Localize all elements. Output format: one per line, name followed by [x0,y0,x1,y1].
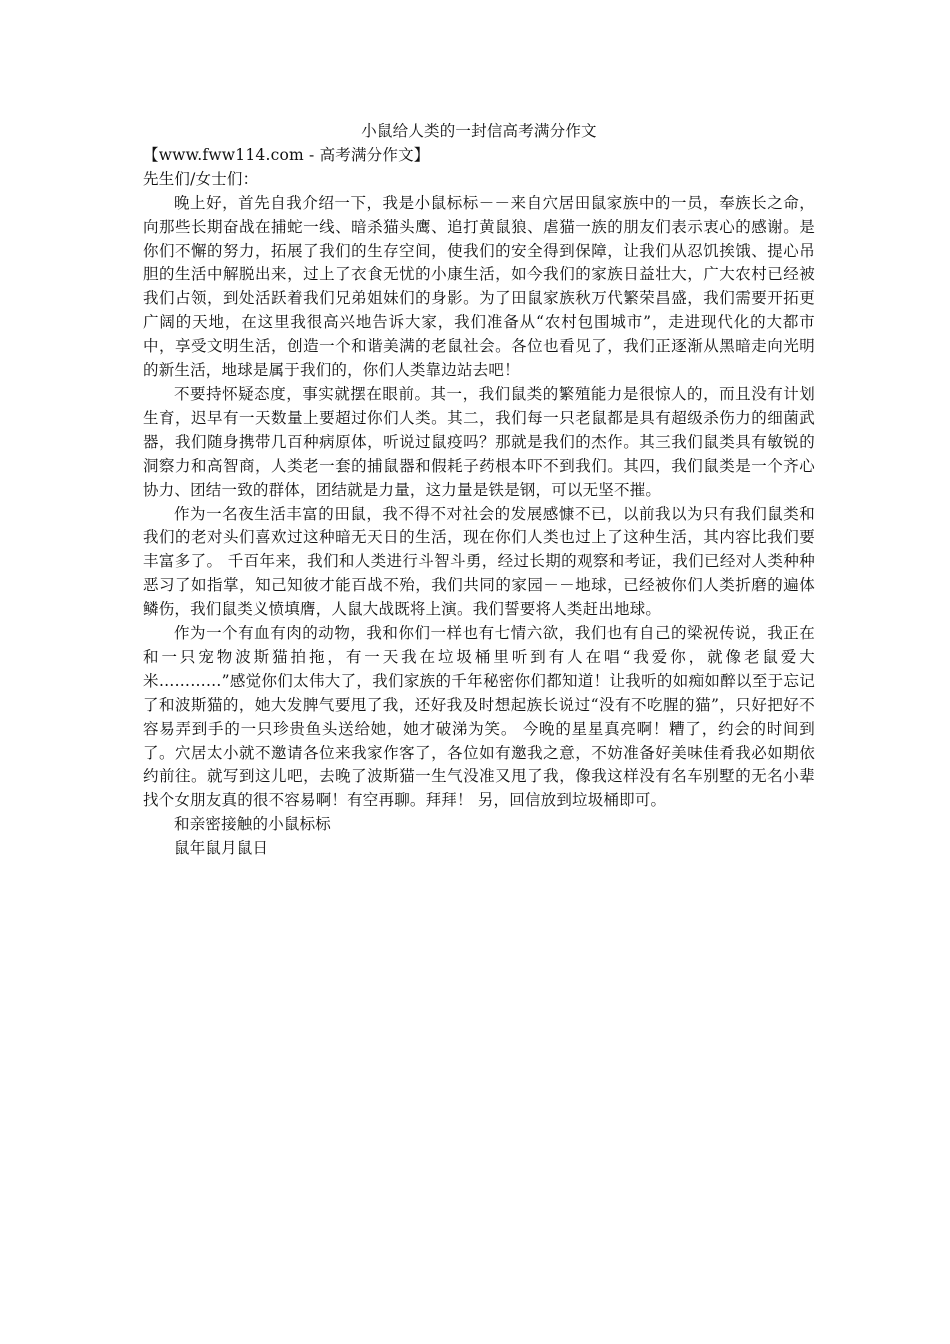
source-line: 【www.fww114.com - 高考满分作文】 [143,145,430,164]
paragraph-3: 作为一名夜生活丰富的田鼠，我不得不对社会的发展感慷不已，以前我以为只有我们鼠类和我们的老对头们喜欢过这种暗无天日的生活，现在你们人类也过上了这种生活，其内容比我们要丰富多了。 千百年来，我们和人类进行斗智斗勇，经过长期的观察和考证，我们已经对人类种种恶习了如指掌，知己知彼才能百战不殆，我们共同的家园－－地球，已经被你们人类折磨的遍体鳞伤，我们鼠类义愤填膺，人鼠大战既将上演。我们誓要将人类赶出地球。 [143,504,815,619]
signature: 和亲密接触的小鼠标标 [174,815,332,834]
salutation: 先生们/女士们： [143,169,259,188]
paragraph-2: 不要持怀疑态度，事实就摆在眼前。其一，我们鼠类的繁殖能力是很惊人的，而且没有计划生育，迟早有一天数量上要超过你们人类。其二，我们每一只老鼠都是具有超级杀伤力的细菌武器，我们随身携带几百种病原体，听说过鼠疫吗？那就是我们的杰作。其三我们鼠类具有敏锐的洞察力和高智商，人类老一套的捕鼠器和假耗子药根本吓不到我们。其四，我们鼠类是一个齐心协力、团结一致的群体，团结就是力量，这力量是铁是钢，可以无坚不摧。 [143,384,815,499]
paragraph-4: 作为一个有血有肉的动物，我和你们一样也有七情六欲，我们也有自己的梁祝传说，我正在和一只宠物波斯猫拍拖，有一天我在垃圾桶里听到有人在唱“我爱你，就像老鼠爱大米…………”感觉你们太伟大了，我们家族的千年秘密你们都知道！让我听的如痴如醉以至于忘记了和波斯猫的，她大发脾气要甩了我，还好我及时想起族长说过“没有不吃腥的猫”，只好把好不容易弄到手的一只珍贵鱼头送给她，她才破涕为笑。 今晚的星星真亮啊！糟了，约会的时间到了。穴居太小就不邀请各位来我家作客了，各位如有邀我之意，不妨准备好美味佳肴我必如期依约前往。就写到这儿吧，去晚了波斯猫一生气没准又甩了我，像我这样没有名车别墅的无名小辈找个女朋友真的很不容易啊！有空再聊。拜拜！ 另，回信放到垃圾桶即可。 [143,624,815,810]
document-title: 小鼠给人类的一封信高考满分作文 [361,122,597,140]
paragraph-1: 晚上好，首先自我介绍一下，我是小鼠标标－－来自穴居田鼠家族中的一员，奉族长之命，向那些长期奋战在捕蛇一线、暗杀猫头鹰、追打黄鼠狼、虐猫一族的朋友们表示衷心的感谢。是你们不懈的努力，拓展了我们的生存空间，使我们的安全得到保障，让我们从忍饥挨饿、提心吊胆的生活中解脱出来，过上了衣食无忧的小康生活，如今我们的家族日益壮大，广大农村已经被我们占领，到处活跃着我们兄弟姐妹们的身影。为了田鼠家族秋万代繁荣昌盛，我们需要开拓更广阔的天地，在这里我很高兴地告诉大家，我们准备从“农村包围城市”，走进现代化的大都市中，享受文明生活，创造一个和谐美满的老鼠社会。各位也看见了，我们正逐渐从黑暗走向光明的新生活，地球是属于我们的，你们人类靠边站去吧！ [143,193,815,380]
letter-date: 鼠年鼠月鼠日 [174,839,269,858]
document-page [143,120,815,861]
